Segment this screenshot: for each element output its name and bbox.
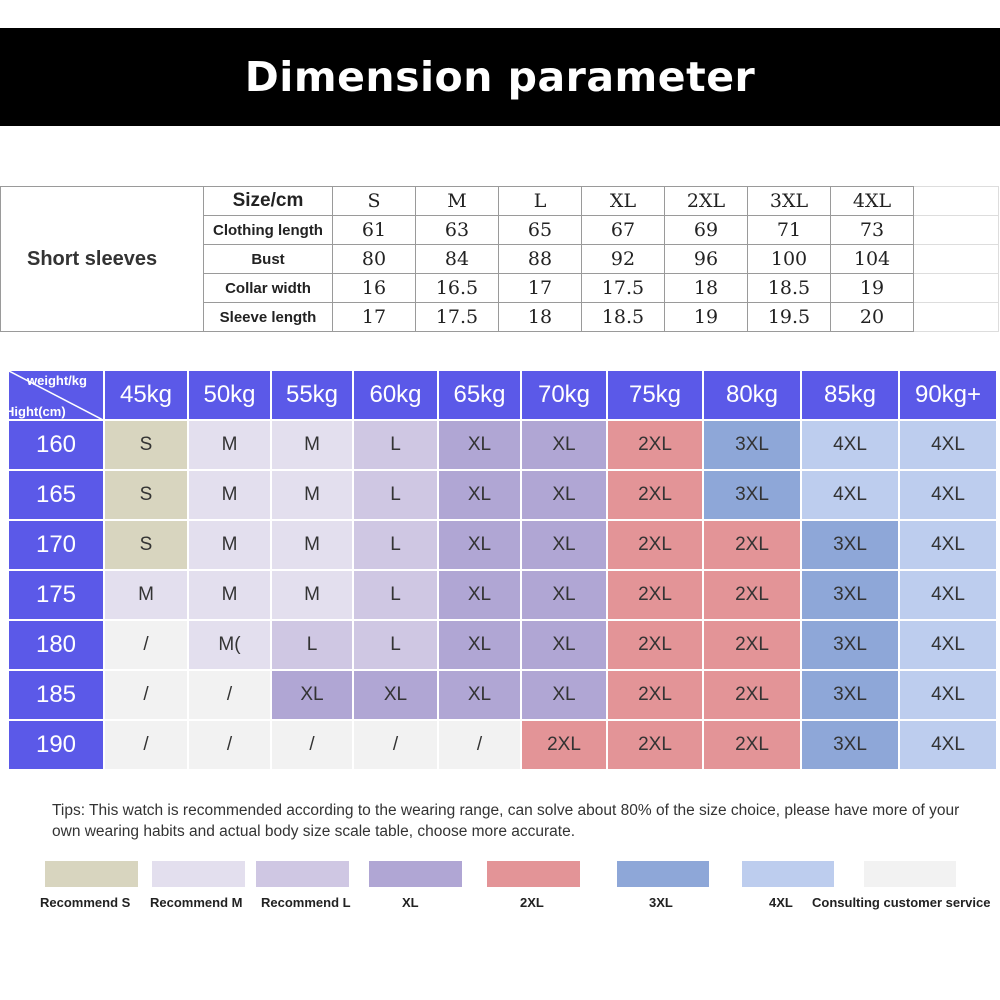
size-recommendation-cell: M <box>188 420 271 470</box>
height-header-cell: 185 <box>8 670 104 720</box>
corner-height-label: Hight(cm) <box>5 404 66 419</box>
size-recommendation-cell: XL <box>271 670 353 720</box>
height-header-cell: 190 <box>8 720 104 770</box>
size-recommendation-cell: 2XL <box>607 670 703 720</box>
legend-swatch <box>487 861 580 887</box>
size-recommendation-cell: S <box>104 420 188 470</box>
measurement-value: 17.5 <box>416 303 499 332</box>
grid-row <box>8 620 997 670</box>
measurement-value: 61 <box>333 216 416 245</box>
grid-row <box>8 720 997 770</box>
size-recommendation-cell: 4XL <box>899 420 997 470</box>
size-recommendation-cell: S <box>104 520 188 570</box>
legend-label: 3XL <box>649 895 673 910</box>
measurement-label: Clothing length <box>204 216 333 245</box>
measurement-value: 20 <box>831 303 914 332</box>
size-recommendation-cell: / <box>104 720 188 770</box>
height-header-cell: 180 <box>8 620 104 670</box>
size-recommendation-cell: XL <box>521 520 607 570</box>
size-recommendation-cell: 2XL <box>607 620 703 670</box>
measurement-value: 17.5 <box>582 274 665 303</box>
size-recommendation-cell: 2XL <box>703 570 801 620</box>
weight-header-cell: 55kg <box>271 370 353 420</box>
legend-swatch <box>256 861 349 887</box>
legend-swatch <box>742 861 834 887</box>
measurement-value: 65 <box>499 216 582 245</box>
corner-weight-label: weight/kg <box>27 373 87 388</box>
weight-header-cell: 80kg <box>703 370 801 420</box>
size-recommendation-grid <box>7 369 998 771</box>
size-recommendation-cell: M <box>271 420 353 470</box>
size-recommendation-cell: / <box>104 670 188 720</box>
size-header-cell: 4XL <box>831 187 914 216</box>
size-recommendation-cell: XL <box>521 670 607 720</box>
size-recommendation-cell: 4XL <box>899 520 997 570</box>
measurement-value: 104 <box>831 245 914 274</box>
size-recommendation-cell: XL <box>438 470 521 520</box>
size-recommendation-cell: 4XL <box>899 570 997 620</box>
size-recommendation-cell: 2XL <box>607 720 703 770</box>
size-table-header-label: Size/cm <box>204 187 333 216</box>
grid-row <box>8 520 997 570</box>
weight-header-cell: 45kg <box>104 370 188 420</box>
weight-header-cell: 75kg <box>607 370 703 420</box>
size-recommendation-cell: XL <box>353 670 438 720</box>
measurement-value: 18 <box>499 303 582 332</box>
size-recommendation-cell: / <box>104 620 188 670</box>
size-recommendation-cell: M <box>271 520 353 570</box>
measurement-value: 18.5 <box>748 274 831 303</box>
size-table-blank-cell <box>914 187 999 216</box>
size-recommendation-cell: XL <box>521 420 607 470</box>
legend-label: 2XL <box>520 895 544 910</box>
measurement-value: 19 <box>665 303 748 332</box>
size-recommendation-cell: 3XL <box>703 470 801 520</box>
measurement-value: 96 <box>665 245 748 274</box>
size-recommendation-cell: XL <box>438 620 521 670</box>
size-recommendation-cell: M <box>271 470 353 520</box>
size-recommendation-cell: XL <box>521 470 607 520</box>
size-recommendation-cell: M <box>104 570 188 620</box>
size-recommendation-cell: 4XL <box>899 670 997 720</box>
size-header-cell: S <box>333 187 416 216</box>
legend-swatch <box>369 861 462 887</box>
size-recommendation-cell: XL <box>521 570 607 620</box>
title-banner <box>0 28 1000 126</box>
legend-label: Recommend L <box>261 895 351 910</box>
measurement-value: 69 <box>665 216 748 245</box>
size-recommendation-cell: M( <box>188 620 271 670</box>
size-recommendation-cell: XL <box>438 570 521 620</box>
grid-corner-cell <box>5 370 104 420</box>
size-recommendation-cell: 3XL <box>801 720 899 770</box>
size-recommendation-cell: 2XL <box>703 620 801 670</box>
size-recommendation-cell: XL <box>438 520 521 570</box>
size-recommendation-cell: 4XL <box>801 470 899 520</box>
grid-row <box>8 670 997 720</box>
size-table-blank-cell <box>914 216 999 245</box>
size-table-blank-cell <box>914 274 999 303</box>
size-recommendation-cell: 4XL <box>899 620 997 670</box>
size-header-cell: L <box>499 187 582 216</box>
size-recommendation-cell: 2XL <box>703 520 801 570</box>
weight-header-cell: 70kg <box>521 370 607 420</box>
size-table <box>0 186 999 332</box>
size-recommendation-cell: L <box>353 520 438 570</box>
size-table-blank-cell <box>914 303 999 332</box>
tips-text: Tips: This watch is recommended according to the wearing range, can solve about 80% of the size choice, please have more of your own wearing habits and actual body size scale table, choose more accurate. <box>52 802 960 840</box>
size-table-blank-cell <box>914 245 999 274</box>
legend-swatch <box>617 861 709 887</box>
size-recommendation-cell: 2XL <box>607 420 703 470</box>
measurement-value: 17 <box>333 303 416 332</box>
legend-label: Consulting customer service <box>812 895 991 910</box>
size-recommendation-cell: M <box>188 470 271 520</box>
size-header-cell: 2XL <box>665 187 748 216</box>
size-recommendation-cell: XL <box>438 670 521 720</box>
weight-header-cell: 85kg <box>801 370 899 420</box>
weight-header-cell: 60kg <box>353 370 438 420</box>
measurement-label: Bust <box>204 245 333 274</box>
size-recommendation-cell: L <box>353 620 438 670</box>
size-recommendation-cell: 3XL <box>703 420 801 470</box>
size-recommendation-cell: 2XL <box>703 670 801 720</box>
size-recommendation-cell: / <box>438 720 521 770</box>
weight-header-cell: 50kg <box>188 370 271 420</box>
height-header-cell: 170 <box>8 520 104 570</box>
weight-header-cell: 90kg+ <box>899 370 997 420</box>
size-recommendation-cell: L <box>271 620 353 670</box>
measurement-value: 16.5 <box>416 274 499 303</box>
size-header-cell: M <box>416 187 499 216</box>
size-recommendation-cell: M <box>271 570 353 620</box>
measurement-value: 88 <box>499 245 582 274</box>
measurement-value: 19.5 <box>748 303 831 332</box>
measurement-value: 92 <box>582 245 665 274</box>
weight-header-cell: 65kg <box>438 370 521 420</box>
measurement-label: Collar width <box>204 274 333 303</box>
measurement-value: 100 <box>748 245 831 274</box>
height-header-cell: 165 <box>8 470 104 520</box>
size-recommendation-cell: / <box>271 720 353 770</box>
size-recommendation-cell: XL <box>521 620 607 670</box>
legend-swatch <box>864 861 956 887</box>
size-recommendation-cell: S <box>104 470 188 520</box>
size-recommendation-cell: M <box>188 520 271 570</box>
grid-header-row <box>8 370 997 420</box>
size-recommendation-cell: 2XL <box>607 520 703 570</box>
measurement-value: 71 <box>748 216 831 245</box>
size-header-cell: 3XL <box>748 187 831 216</box>
measurement-value: 80 <box>333 245 416 274</box>
height-header-cell: 160 <box>8 420 104 470</box>
size-recommendation-cell: 3XL <box>801 570 899 620</box>
size-recommendation-cell: / <box>188 670 271 720</box>
measurement-value: 17 <box>499 274 582 303</box>
legend-label: Recommend S <box>40 895 131 910</box>
size-recommendation-cell: / <box>353 720 438 770</box>
size-table-category: Short sleeves <box>1 187 204 332</box>
size-recommendation-cell: 3XL <box>801 520 899 570</box>
size-recommendation-cell: 4XL <box>801 420 899 470</box>
size-table-header-row <box>1 187 999 216</box>
size-recommendation-cell: 4XL <box>899 470 997 520</box>
size-recommendation-cell: M <box>188 570 271 620</box>
size-recommendation-cell: XL <box>438 420 521 470</box>
measurement-value: 84 <box>416 245 499 274</box>
measurement-value: 67 <box>582 216 665 245</box>
measurement-label: Sleeve length <box>204 303 333 332</box>
measurement-value: 16 <box>333 274 416 303</box>
size-recommendation-cell: 3XL <box>801 620 899 670</box>
size-recommendation-cell: L <box>353 470 438 520</box>
size-recommendation-cell: 3XL <box>801 670 899 720</box>
size-recommendation-cell: / <box>188 720 271 770</box>
grid-row <box>8 570 997 620</box>
legend-label: 4XL <box>769 895 793 910</box>
size-header-cell: XL <box>582 187 665 216</box>
size-recommendation-cell: L <box>353 570 438 620</box>
size-recommendation-cell: 2XL <box>607 470 703 520</box>
size-recommendation-cell: 4XL <box>899 720 997 770</box>
legend-swatch <box>45 861 138 887</box>
measurement-value: 19 <box>831 274 914 303</box>
measurement-value: 63 <box>416 216 499 245</box>
grid-row <box>8 470 997 520</box>
measurement-value: 73 <box>831 216 914 245</box>
measurement-value: 18.5 <box>582 303 665 332</box>
page-title: Dimension parameter <box>244 53 756 101</box>
measurement-value: 18 <box>665 274 748 303</box>
legend-label: XL <box>402 895 419 910</box>
legend-label: Recommend M <box>150 895 243 910</box>
size-recommendation-cell: 2XL <box>607 570 703 620</box>
grid-row <box>8 420 997 470</box>
legend-swatch <box>152 861 245 887</box>
size-recommendation-cell: 2XL <box>703 720 801 770</box>
size-recommendation-cell: 2XL <box>521 720 607 770</box>
size-recommendation-cell: L <box>353 420 438 470</box>
height-header-cell: 175 <box>8 570 104 620</box>
